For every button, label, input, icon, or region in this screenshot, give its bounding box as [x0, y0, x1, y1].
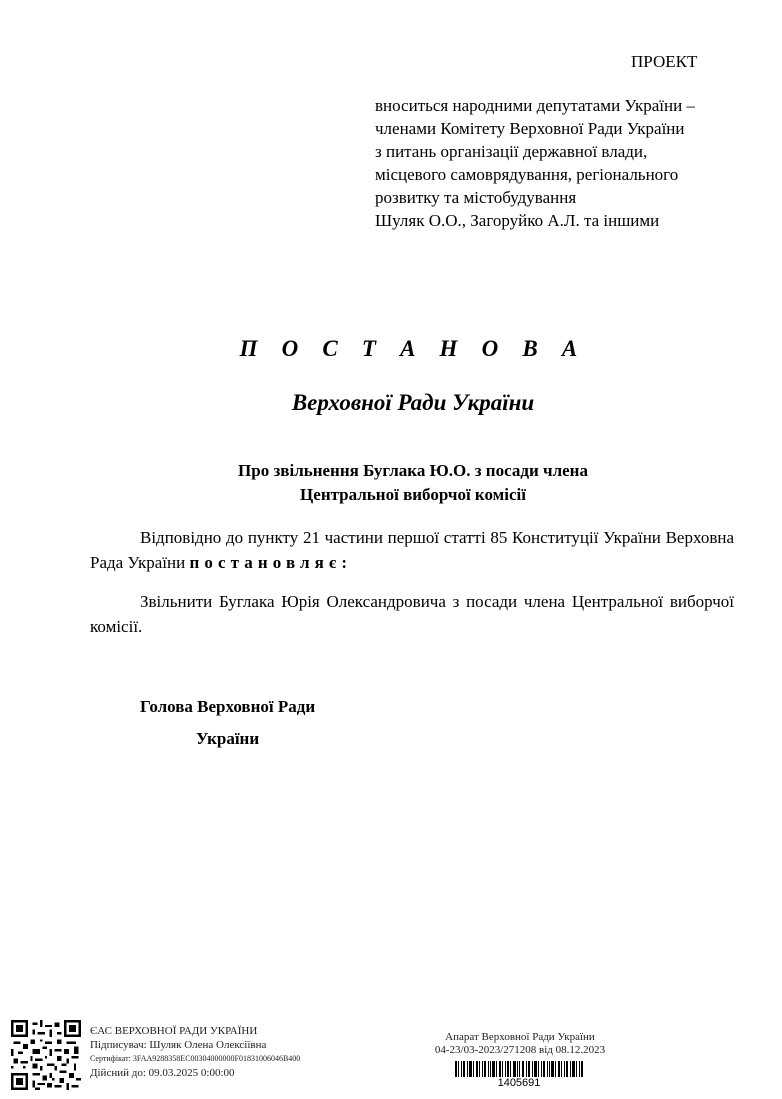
submitter-line: з питань організації державної влади,	[375, 142, 648, 161]
digital-signature-info	[90, 1024, 300, 1080]
subject-line: Центральної виборчої комісії	[300, 485, 526, 504]
eds-certificate: Сертифікат: 3FAA9288358EC00304000000F01831006046B400	[90, 1054, 301, 1063]
submitter-line: Шуляк О.О., Загоруйко А.Л. та іншими	[375, 211, 660, 230]
submitter-block	[375, 94, 755, 232]
registration-office: Апарат Верховної Ради України	[445, 1031, 595, 1043]
barcode-icon	[455, 1061, 583, 1077]
signatory-title-continued: України	[196, 729, 260, 748]
registration-stamp	[410, 1031, 630, 1057]
submitter-line: місцевого самоврядування, регіонального	[375, 165, 679, 184]
document-status: ПРОЕКТ	[631, 52, 698, 71]
signatory-title: Голова Верховної Ради	[140, 697, 316, 716]
decision-paragraph: Звільнити Буглака Юрія Олександровича з посади члена Центральної виборчої комісії.	[90, 592, 734, 636]
registration-number: 04-23/03-2023/271208 від 08.12.2023	[434, 1044, 606, 1056]
document-subject	[0, 459, 782, 507]
legal-basis-paragraph	[90, 525, 734, 575]
submitter-line: членами Комітету Верховної Ради України	[375, 119, 685, 138]
qr-code-icon	[11, 1020, 81, 1090]
subject-line: Про звільнення Буглака Ю.О. з посади члена	[238, 461, 588, 480]
eds-valid-until: Дійсний до: 09.03.2025 0:00:00	[90, 1067, 235, 1079]
eds-system: ЄАС ВЕРХОВНОЇ РАДИ УКРАЇНИ	[90, 1025, 258, 1037]
resolves-keyword: постановляє:	[189, 553, 353, 572]
issuer-title: Верховної Ради України	[291, 390, 535, 415]
submitter-line: вноситься народними депутатами України –	[375, 96, 695, 115]
barcode-number: 1405691	[497, 1077, 541, 1089]
document-type-title: П О С Т А Н О В А	[239, 336, 587, 361]
eds-signer: Підписувач: Шуляк Олена Олексіївна	[90, 1039, 267, 1051]
legal-basis-text: Відповідно до пункту 21 частини першої статті 85 Конституції України Верховна Рада України	[90, 528, 734, 572]
submitter-line: розвитку та містобудування	[375, 188, 577, 207]
